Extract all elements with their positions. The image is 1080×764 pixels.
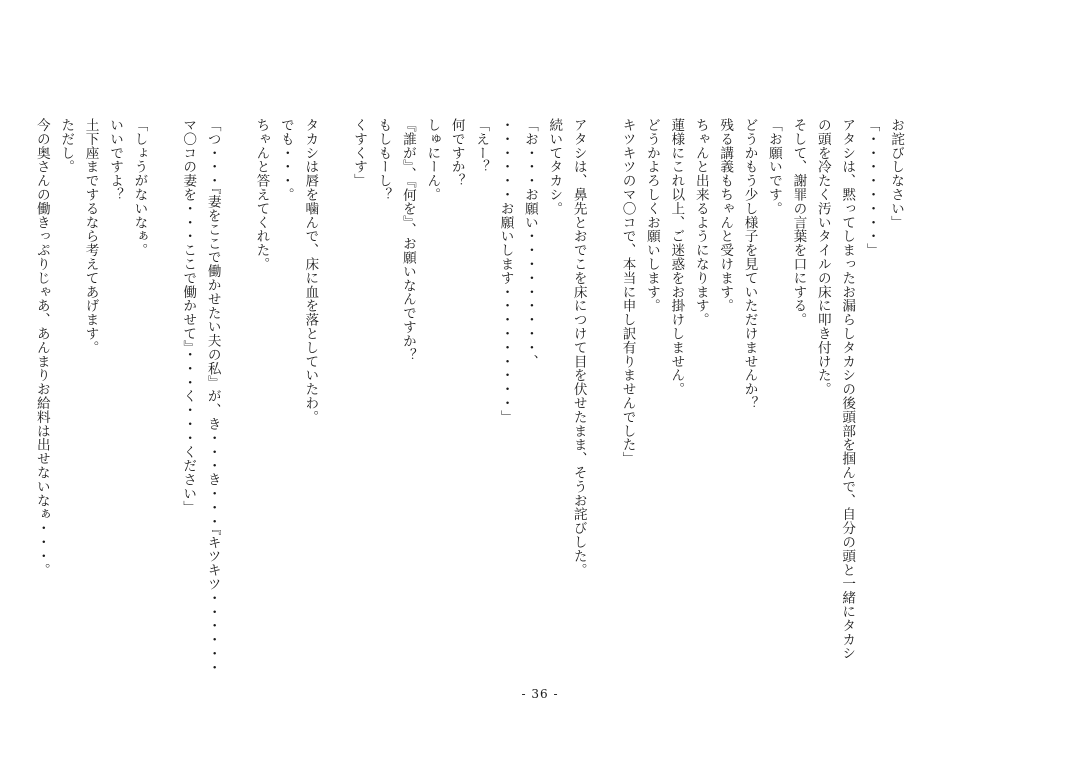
text-line: もしもーし？ bbox=[375, 118, 392, 202]
text-line: の頭を冷たく汚いタイルの床に叩き付けた。 bbox=[814, 118, 831, 396]
text-line: 「・・・・・・・・」 bbox=[863, 118, 880, 257]
text-line: そして、謝罪の言葉を口にする。 bbox=[790, 118, 807, 327]
text-line: しゅにーん。 bbox=[424, 118, 441, 202]
text-line: ちゃんと答えてくれた。 bbox=[253, 118, 270, 271]
text-line: キツキツのマ〇コで、本当に申し訳有りませんでした」 bbox=[619, 118, 636, 466]
text-line: マ〇コの妻を・・・ここで働かせて』・・・く・・・ください」 bbox=[180, 118, 197, 515]
text-line: いいですよ？ bbox=[107, 118, 123, 202]
text-line: くすくす」 bbox=[351, 118, 368, 188]
text-line: どうかもう少し様子を見ていただけませんか？ bbox=[741, 118, 758, 410]
text-line: 「お願いです。 bbox=[765, 118, 782, 216]
paragraph-gap bbox=[322, 118, 346, 588]
text-line: 「えー？ bbox=[473, 118, 490, 174]
text-line: アタシは、黙ってしまったお漏らしタカシの後頭部を掴んで、自分の頭と一緒にタカシ bbox=[839, 118, 856, 661]
text-line: ・・・・・・お願いします・・・・・・・・・」 bbox=[497, 118, 514, 424]
text-line: ちゃんと出来るようになります。 bbox=[692, 118, 709, 327]
paragraph-gap bbox=[591, 118, 615, 588]
text-line: 土下座までするなら考えてあげます。 bbox=[82, 118, 99, 355]
paragraph-gap bbox=[225, 118, 249, 588]
text-line: 「しょうがないなぁ。 bbox=[131, 118, 148, 257]
page-number: - 36 - bbox=[521, 687, 559, 701]
text-line: アタシは、鼻先とおでこを床につけて目を伏せたまま、そうお詫びした。 bbox=[570, 118, 587, 577]
paragraph-gap bbox=[151, 118, 175, 588]
text-line: 『誰が』、『何を』、お願いなんですか？ bbox=[399, 118, 416, 362]
text-line: 蓮様にこれ以上、ご迷惑をお掛けしません。 bbox=[668, 118, 685, 396]
text-line: 今の奥さんの働きっぷりじゃあ、あんまりお給料は出せないなぁ・・・。 bbox=[33, 118, 50, 577]
text-line: 「お・・・お願い・・・・・・・・・、 bbox=[521, 118, 538, 369]
text-line: 残る講義もちゃんと受けます。 bbox=[717, 118, 734, 313]
text-line: お詫びしなさい」 bbox=[888, 118, 904, 230]
text-line: 続いてタカシ。 bbox=[546, 118, 563, 216]
text-line: 「つ・・・『妻をここで働かせたい夫の私』が、き・・・き・・・『キツキツ・・・・・・ bbox=[204, 118, 221, 675]
vertical-text-body bbox=[29, 118, 908, 675]
text-line: でも・・・。 bbox=[277, 118, 294, 202]
text-line: 何ですか？ bbox=[448, 118, 465, 188]
text-line: タカシは唇を噛んで、床に血を落としていたわ。 bbox=[302, 118, 319, 424]
text-line: どうかよろしくお願いします。 bbox=[643, 118, 660, 313]
text-line: ただし。 bbox=[58, 118, 75, 174]
